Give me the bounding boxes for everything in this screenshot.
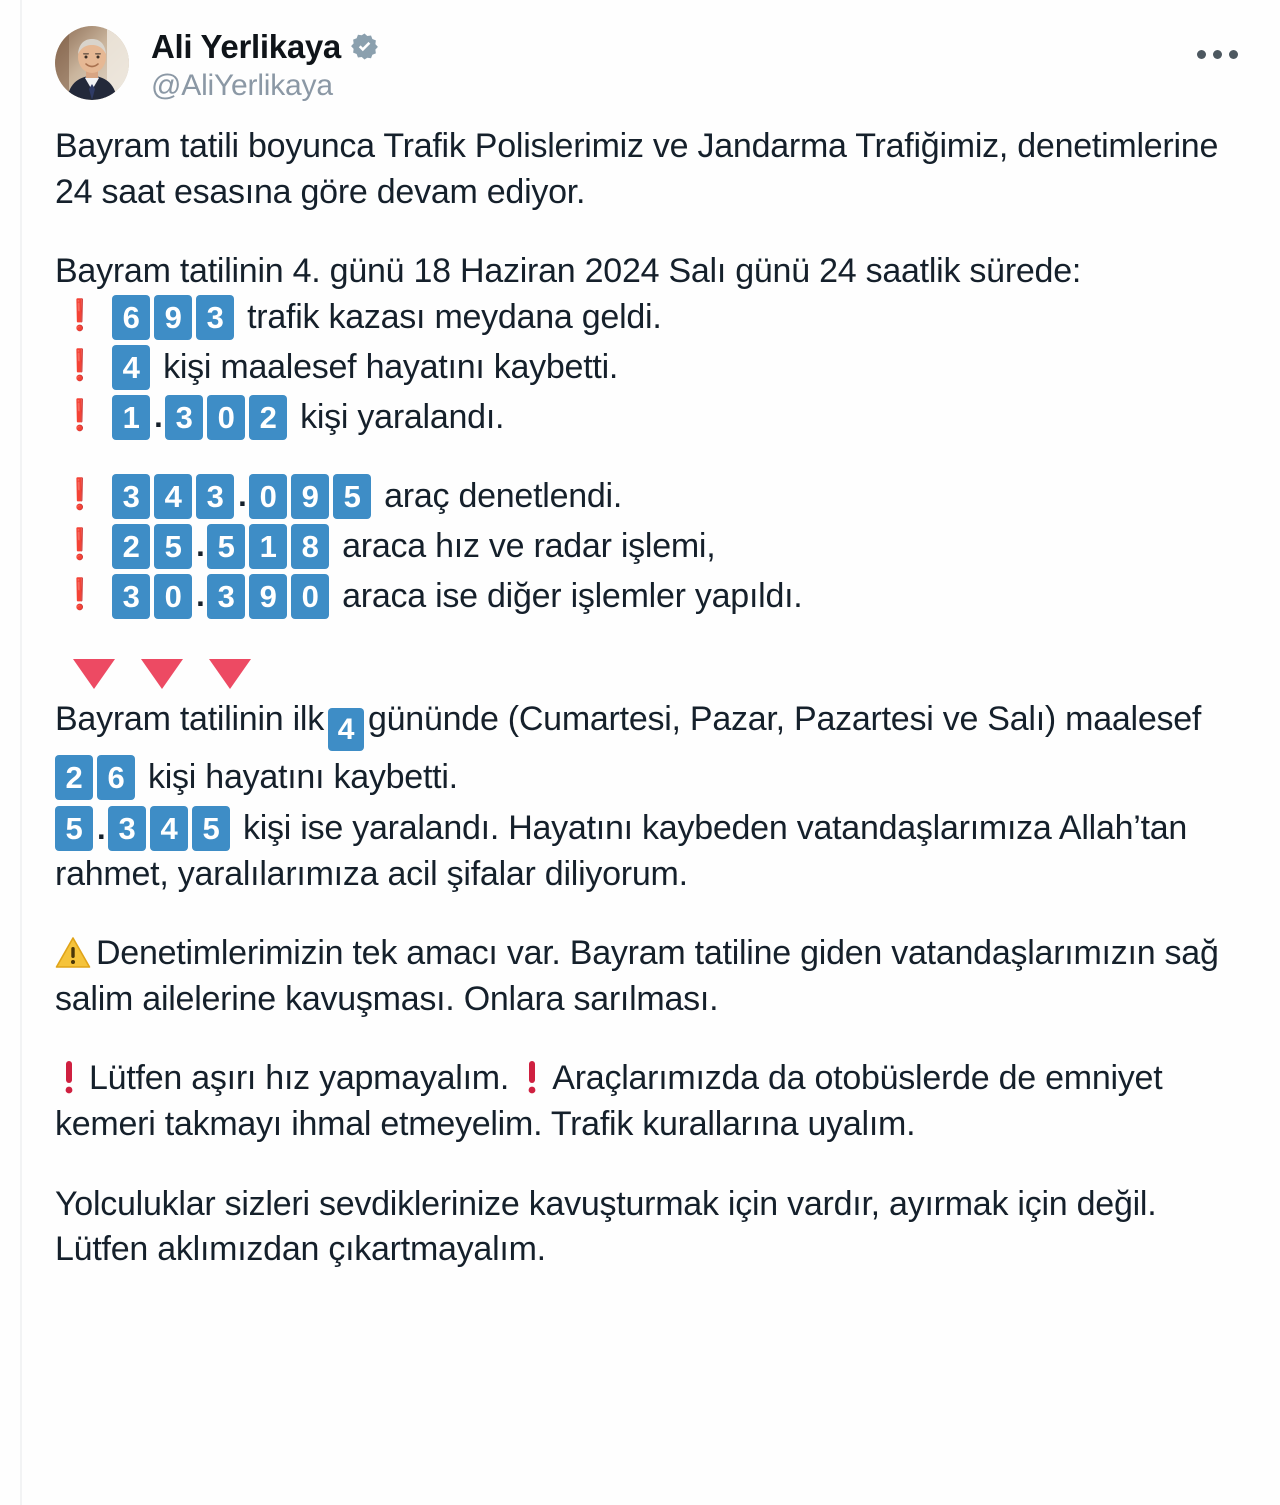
paragraph-intro: Bayram tatili boyunca Trafik Polislerimiz ve Jandarma Trafiğimiz, denetimlerine 24 saat esasına göre devam ediyor. <box>55 127 1219 211</box>
red-exclamation-bullet: ❗ <box>61 478 99 512</box>
digit-badge: 0 <box>249 474 287 519</box>
digit-badge: 4 <box>154 474 192 519</box>
paragraph-four-days <box>55 697 1230 752</box>
digit-badge: 5 <box>333 474 371 519</box>
stat-label: kişi hayatını kaybetti. <box>148 758 458 797</box>
injured-total-badges <box>55 806 230 851</box>
daily-stats-list <box>55 295 1230 440</box>
triangle-divider <box>73 653 1230 689</box>
digit-badge: 3 <box>112 574 150 619</box>
digit-badge: 3 <box>112 474 150 519</box>
stat-line <box>55 524 1230 569</box>
four-day-badge: 4 <box>328 708 364 751</box>
stat-label: araç denetlendi. <box>384 477 623 516</box>
red-exclamation-emoji-1 <box>61 1059 77 1095</box>
stat-line <box>55 295 1230 340</box>
four-day-totals-list <box>55 755 1230 800</box>
appeal-text-2: Araçlarımızda da otobüslerde de emniyet kemeri takmayı ihmal etmeyelim. Trafik kurallarına uyalım. <box>55 1059 1163 1143</box>
left-divider <box>20 0 22 1505</box>
stat-2-badges <box>112 395 287 440</box>
more-options-icon[interactable] <box>1187 40 1248 69</box>
stat-1-badges <box>112 524 329 569</box>
stat-label: trafik kazası meydana geldi. <box>247 298 662 337</box>
digit-badge: 3 <box>196 295 234 340</box>
digit-separator: . <box>97 810 106 846</box>
digit-badge: 2 <box>249 395 287 440</box>
stat-0-badges <box>55 755 135 800</box>
digit-badge: 5 <box>207 524 245 569</box>
stat-0-badges <box>112 295 234 340</box>
stat-line <box>55 574 1230 619</box>
digit-separator: . <box>196 577 205 613</box>
stat-1-badges <box>112 345 150 390</box>
paragraph-appeal <box>55 1056 1230 1147</box>
stat-line <box>55 474 1230 519</box>
digit-badge: 2 <box>112 524 150 569</box>
appeal-text-1: Lütfen aşırı hız yapmayalım. <box>89 1059 510 1098</box>
inspection-stats-list <box>55 474 1230 619</box>
stat-line <box>55 345 1230 390</box>
stat-line <box>55 395 1230 440</box>
stat-label: kişi yaralandı. <box>300 398 505 437</box>
author-handle[interactable]: @AliYerlikaya <box>151 69 333 102</box>
digit-badge: 9 <box>249 574 287 619</box>
digit-separator: . <box>154 398 163 434</box>
tweet-text-body <box>22 124 1240 1273</box>
digit-badge: 5 <box>192 806 230 851</box>
red-exclamation-bullet: ❗ <box>61 528 99 562</box>
digit-badge: 0 <box>207 395 245 440</box>
stat-label: kişi maalesef hayatını kaybetti. <box>163 348 619 387</box>
purpose-text: Denetimlerimizin tek amacı var. Bayram tatiline giden vatandaşlarımızın sağ salim ailelerine kavuşması. Onlara sarılması. <box>55 934 1219 1018</box>
paragraph-purpose <box>55 931 1230 1022</box>
digit-badge: 4 <box>150 806 188 851</box>
digit-badge: 9 <box>154 295 192 340</box>
stat-line <box>55 755 1230 800</box>
avatar-photo <box>55 26 129 100</box>
digit-badge: 0 <box>291 574 329 619</box>
tweet-header <box>22 22 1240 114</box>
digit-badge: 3 <box>108 806 146 851</box>
digit-badge: 9 <box>291 474 329 519</box>
red-triangle-icon <box>73 659 115 689</box>
digit-badge: 3 <box>165 395 203 440</box>
four-days-text-before: Bayram tatilinin ilk <box>55 699 324 738</box>
red-triangle-icon <box>141 659 183 689</box>
digit-badge: 3 <box>207 574 245 619</box>
red-exclamation-bullet: ❗ <box>61 349 99 383</box>
more-dot-3 <box>1229 50 1238 59</box>
digit-badge: 3 <box>196 474 234 519</box>
avatar[interactable] <box>55 26 129 100</box>
condolence-text: kişi ise yaralandı. Hayatını kaybeden vatandaşlarımıza Allah’tan rahmet, yaralılarımıza acil şifalar diliyorum. <box>55 809 1188 893</box>
stat-label: araca ise diğer işlemler yapıldı. <box>342 577 803 616</box>
red-triangle-icon <box>209 659 251 689</box>
digit-badge: 4 <box>112 345 150 390</box>
digit-badge: 1 <box>249 524 287 569</box>
more-dot-1 <box>1197 50 1206 59</box>
stat-label: araca hız ve radar işlemi, <box>342 527 716 566</box>
digit-badge: 5 <box>55 806 93 851</box>
red-exclamation-bullet: ❗ <box>61 578 99 612</box>
four-days-text-after: gününde (Cumartesi, Pazar, Pazartesi ve Salı) maalesef <box>367 699 1202 738</box>
stat-2-badges <box>112 574 329 619</box>
digit-badge: 5 <box>154 524 192 569</box>
digit-badge: 0 <box>154 574 192 619</box>
author-identity <box>151 22 379 104</box>
verified-badge-icon <box>350 32 379 61</box>
red-exclamation-bullet: ❗ <box>61 399 99 433</box>
red-exclamation-emoji-2 <box>524 1059 540 1095</box>
digit-badge: 8 <box>291 524 329 569</box>
digit-badge: 6 <box>112 295 150 340</box>
digit-badge: 6 <box>97 755 135 800</box>
paragraph-day-heading: Bayram tatilinin 4. günü 18 Haziran 2024 Salı günü 24 saatlik sürede: <box>55 252 1082 291</box>
digit-badge: 2 <box>55 755 93 800</box>
red-exclamation-bullet: ❗ <box>61 299 99 333</box>
digit-separator: . <box>196 527 205 563</box>
warning-triangle-emoji <box>55 936 91 970</box>
paragraph-closing: Yolculuklar sizleri sevdiklerinize kavuşturmak için vardır, ayırmak için değil. Lütfen aklımızdan çıkartmayalım. <box>55 1184 1157 1269</box>
digit-badge: 1 <box>112 395 150 440</box>
paragraph-condolence <box>55 806 1230 897</box>
more-dot-2 <box>1213 50 1222 59</box>
digit-separator: . <box>238 477 247 513</box>
author-display-name[interactable]: Ali Yerlikaya <box>151 27 341 65</box>
stat-0-badges <box>112 474 371 519</box>
display-name-row <box>151 24 379 68</box>
